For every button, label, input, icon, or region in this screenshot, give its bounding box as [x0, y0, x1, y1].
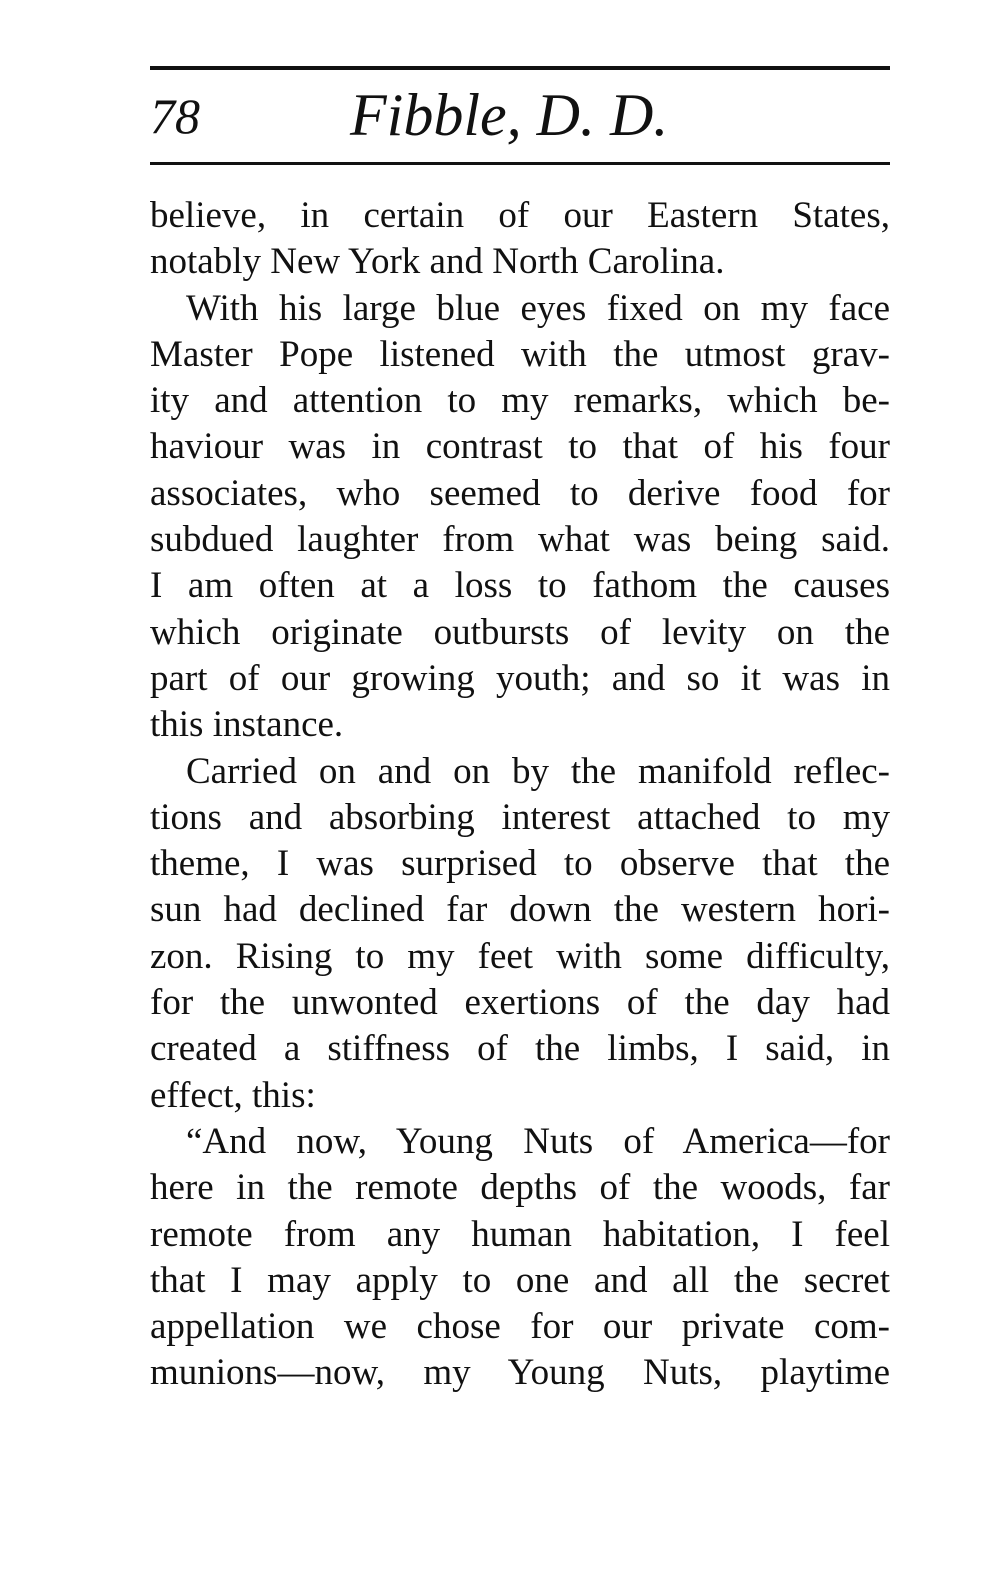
text-line: I am often at a loss to fathom the causes: [150, 565, 890, 607]
running-title: Fibble, D. D.: [350, 82, 669, 148]
text-line: created a stiffness of the limbs, I said, in: [150, 1028, 890, 1070]
text-line: sun had declined far down the western hori-: [150, 889, 890, 931]
text-line: haviour was in contrast to that of his four: [150, 426, 890, 468]
text-line: appellation we chose for our private com-: [150, 1306, 890, 1348]
text-line: ity and attention to my remarks, which be-: [150, 380, 890, 422]
text-line: With his large blue eyes fixed on my face: [186, 287, 890, 329]
text-line: believe, in certain of our Eastern States,: [150, 195, 890, 236]
text-line: Master Pope listened with the utmost grav-: [150, 333, 890, 375]
text-line: subdued laughter from what was being said.: [150, 519, 890, 561]
body-text: [150, 193, 890, 1397]
text-line: Carried on and on by the manifold reflec-: [186, 750, 890, 792]
text-line: notably New York and North Carolina.: [150, 241, 725, 283]
page-number: 78: [150, 88, 200, 144]
header-bottom-rule: [150, 162, 890, 165]
text-line: effect, this:: [150, 1074, 316, 1116]
text-line: “And now, Young Nuts of America—for: [186, 1120, 890, 1162]
text-line: zon. Rising to my feet with some difficulty,: [150, 935, 890, 977]
text-line: theme, I was surprised to observe that the: [150, 843, 890, 885]
text-line: part of our growing youth; and so it was in: [150, 657, 890, 699]
text-line: which originate outbursts of levity on the: [150, 611, 890, 653]
text-line: this instance.: [150, 704, 344, 746]
text-line: for the unwonted exertions of the day had: [150, 982, 890, 1024]
book-page: [150, 66, 890, 1397]
text-line: remote from any human habitation, I feel: [150, 1213, 890, 1255]
running-head: [150, 70, 890, 162]
text-line: associates, who seemed to derive food for: [150, 472, 890, 514]
text-line: here in the remote depths of the woods, far: [150, 1167, 890, 1209]
text-line: tions and absorbing interest attached to my: [150, 796, 890, 838]
text-line: that I may apply to one and all the secret: [150, 1259, 890, 1301]
text-line: munions—now, my Young Nuts, playtime: [150, 1352, 890, 1394]
